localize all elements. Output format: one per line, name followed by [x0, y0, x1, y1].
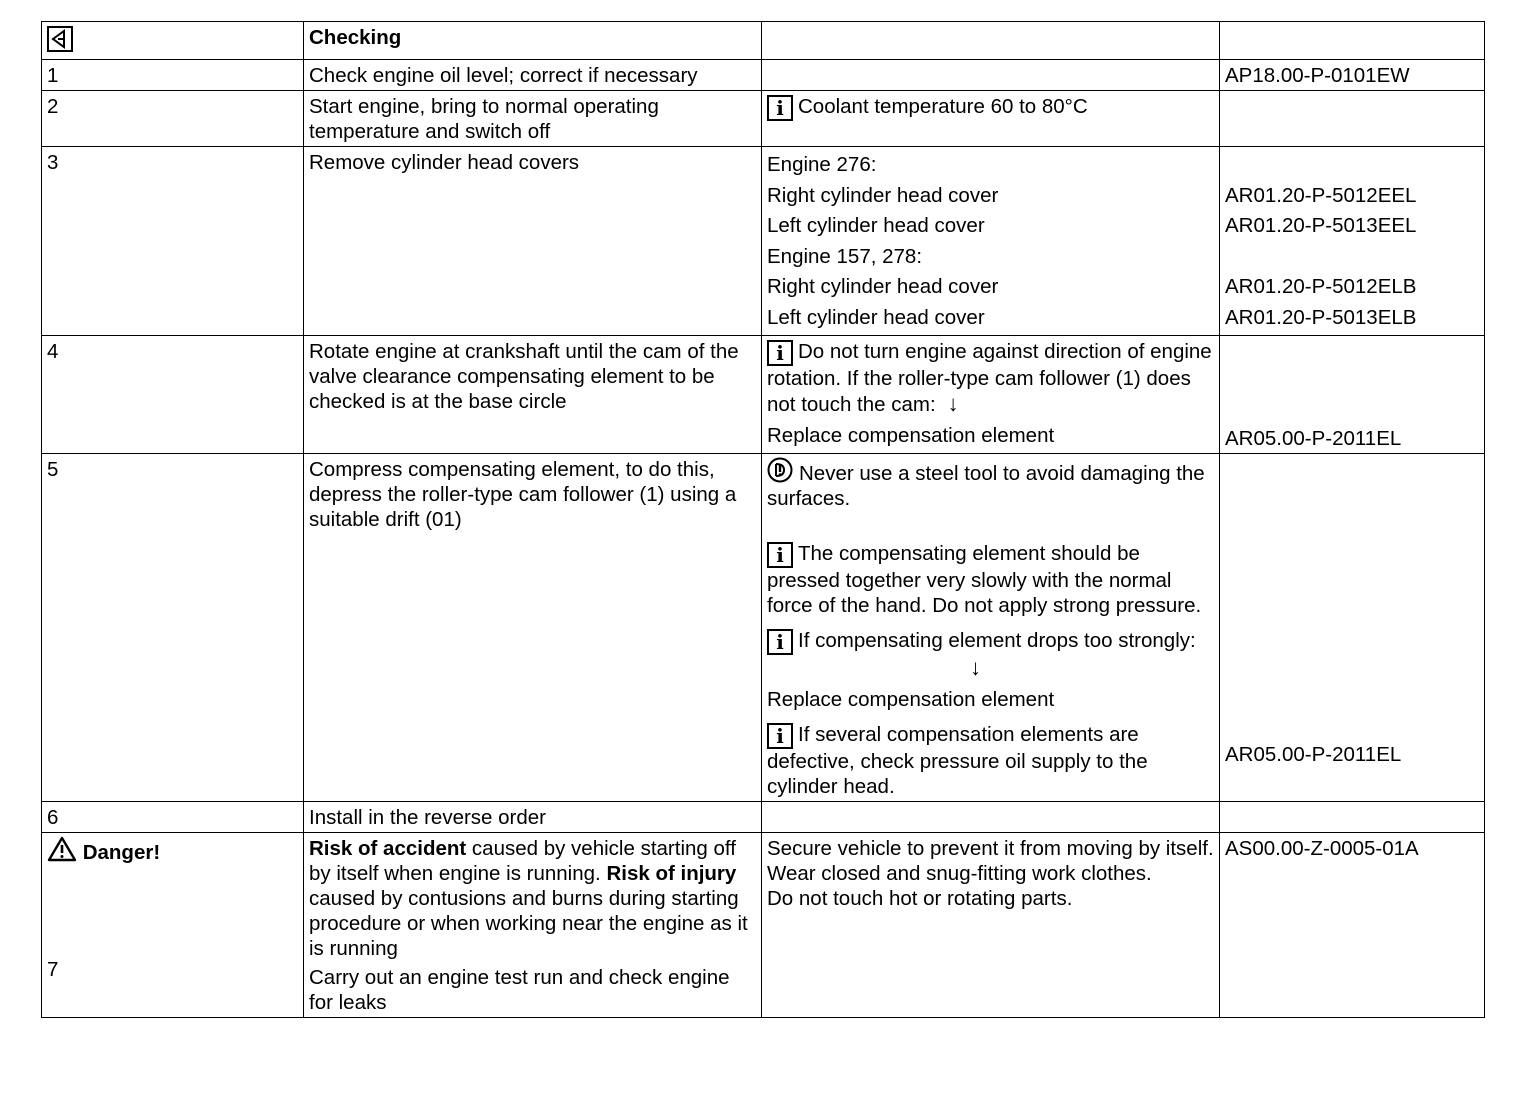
step-number: 4 [42, 336, 304, 454]
step-text: Remove cylinder head covers [304, 147, 762, 336]
note-text: If several compensation elements are defective, check pressure oil supply to the cylinder head. [767, 723, 1148, 798]
procedure-table [41, 21, 1485, 1018]
engine-label: Engine 157, 278: [767, 244, 923, 268]
engine-label: Engine 276: [767, 153, 877, 176]
step-text: Install in the reverse order [304, 802, 762, 833]
note-text: Do not turn engine against direction of engine rotation. If the roller-type cam follower (1) does not touch the cam: [767, 340, 1212, 416]
step-number: 3 [42, 147, 304, 336]
note-cell [762, 336, 1220, 454]
risk-text: caused by contusions and burns during starting procedure or when working near the engine as it is running [309, 887, 748, 960]
doc-reference: AR01.20-P-5012EEL [1225, 183, 1417, 207]
info-icon: i [767, 340, 793, 366]
step-icon-cell [42, 22, 304, 60]
section-title: Checking [304, 22, 762, 60]
note-cell [762, 454, 1220, 802]
step-row [42, 454, 1485, 802]
refs-cell [1220, 454, 1485, 802]
note-text: Coolant temperature 60 to 80°C [798, 95, 1088, 118]
step-text: Check engine oil level; correct if necessary [304, 60, 762, 91]
step-text: Carry out an engine test run and check engine for leaks [309, 966, 730, 1014]
doc-reference: AR01.20-P-5013EEL [1225, 214, 1417, 237]
sub-item: Left cylinder head cover [767, 305, 985, 329]
arrow-down-icon: ↓ [947, 391, 959, 416]
step-number: 2 [42, 91, 304, 147]
danger-text-cell [304, 833, 762, 1018]
step-row [42, 336, 1485, 454]
danger-cell [42, 833, 304, 1018]
arrow-down-icon: ↓ [970, 655, 981, 680]
note-cell [762, 91, 1220, 147]
doc-reference: AP18.00-P-0101EW [1220, 60, 1485, 91]
step-text: Rotate engine at crankshaft until the cam of the valve clearance compensating element to be checked is at the base circle [304, 336, 762, 454]
action-text: Replace compensation element [767, 688, 1055, 711]
measure-text: Do not touch hot or rotating parts. [767, 887, 1073, 910]
sub-items-cell [762, 147, 1220, 336]
info-icon: i [767, 629, 793, 655]
step-number: 6 [42, 802, 304, 833]
warning-triangle-icon [47, 836, 77, 862]
refs-cell [1220, 147, 1485, 336]
danger-row [42, 833, 1485, 1018]
doc-reference: AR01.20-P-5013ELB [1225, 305, 1417, 329]
step-arrow-icon [47, 26, 73, 52]
step-row [42, 91, 1485, 147]
step-text: Compress compensating element, to do this, depress the roller-type cam follower (1) using a suitable drift (01) [304, 454, 762, 802]
doc-reference: AR05.00-P-2011EL [1225, 743, 1402, 766]
step-number: 5 [42, 454, 304, 802]
info-icon: i [767, 95, 793, 121]
doc-reference: AS00.00-Z-0005-01A [1220, 833, 1485, 1018]
action-text: Replace compensation element [767, 424, 1055, 447]
step-row [42, 147, 1485, 336]
doc-reference: AR05.00-P-2011EL [1225, 427, 1402, 450]
measures-cell [762, 833, 1220, 1018]
sub-item: Left cylinder head cover [767, 214, 985, 237]
caution-text: Never use a steel tool to avoid damaging the surfaces. [767, 462, 1205, 510]
info-icon: i [767, 723, 793, 749]
risk-text: caused by vehicle starting off by itself when engine is running. [309, 837, 736, 885]
risk-title: Risk of accident [309, 837, 467, 860]
doc-reference: AR01.20-P-5012ELB [1225, 275, 1417, 298]
step-number: 1 [42, 60, 304, 91]
caution-icon [767, 457, 795, 483]
step-text: Start engine, bring to normal operating temperature and switch off [304, 91, 762, 147]
note-text: The compensating element should be pressed together very slowly with the normal force of the hand. Do not apply strong pressure. [767, 542, 1202, 617]
measure-text: Secure vehicle to prevent it from moving by itself. [767, 837, 1214, 860]
sub-item: Right cylinder head cover [767, 183, 999, 207]
info-icon: i [767, 542, 793, 568]
risk-title: Risk of injury [606, 862, 737, 885]
step-row [42, 802, 1485, 833]
sub-item: Right cylinder head cover [767, 275, 999, 298]
header-row [42, 22, 1485, 60]
note-text: If compensating element drops too strongly: [798, 629, 1196, 652]
danger-label: Danger! [82, 841, 161, 864]
measure-text: Wear closed and snug-fitting work clothes. [767, 862, 1152, 885]
step-number: 7 [47, 958, 59, 981]
step-row [42, 60, 1485, 91]
refs-cell [1220, 336, 1485, 454]
